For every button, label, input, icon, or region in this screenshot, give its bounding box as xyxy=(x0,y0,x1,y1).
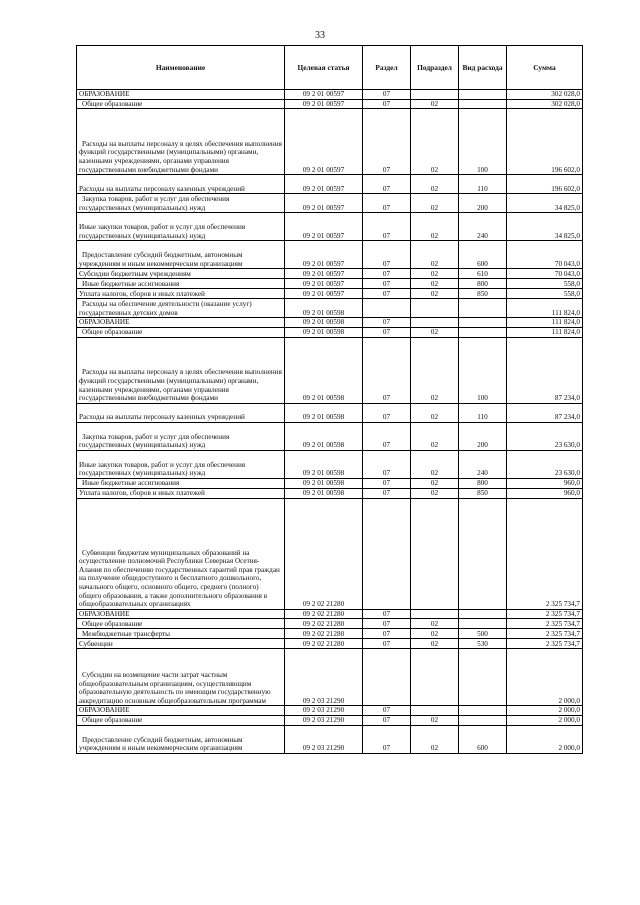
cell-name xyxy=(77,241,285,269)
row-label: Расходы на обеспечение деятельности (оказание услуг) государственных детских домов xyxy=(79,300,252,317)
cell-name xyxy=(77,706,285,716)
row-label: Общее образование xyxy=(82,619,143,628)
cell-subsection: 02 xyxy=(411,450,459,478)
row-label: Общее образование xyxy=(82,99,143,108)
cell-subsection: 02 xyxy=(411,478,459,488)
cell-amount: 960,0 xyxy=(507,478,583,488)
row-label: ОБРАЗОВАНИЕ xyxy=(79,318,130,327)
cell-name xyxy=(77,639,285,649)
cell-expense-type xyxy=(459,715,507,725)
table-row xyxy=(77,725,583,753)
cell-expense-type xyxy=(459,619,507,629)
cell-target: 09 2 01 00598 xyxy=(285,422,363,450)
cell-name xyxy=(77,289,285,299)
row-label: Иные закупки товаров, работ и услуг для обеспечения государственных (муниципальных) нужд xyxy=(79,460,246,478)
cell-target: 09 2 01 00598 xyxy=(285,403,363,422)
cell-expense-type: 530 xyxy=(459,639,507,649)
table-row xyxy=(77,289,583,299)
cell-name xyxy=(77,318,285,328)
cell-name xyxy=(77,422,285,450)
cell-section: 07 xyxy=(363,619,411,629)
row-label: Уплата налогов, сборов и иных платежей xyxy=(79,489,205,498)
cell-amount: 2 000,0 xyxy=(507,706,583,716)
cell-section: 07 xyxy=(363,109,411,175)
row-label: Иные бюджетные ассигнования xyxy=(82,279,180,288)
row-label: Субвенции бюджетам муниципальных образований на осуществление полномочий Республики Северная Осетия-Алания по обеспечению государственных гарантий прав граждан на получение общедоступного и бесплатного дошкольного, начального общего, основного общего, среднего (полного) общего образования, а также дополнительного образования в общеобразовательных организациях xyxy=(79,548,280,609)
table-row xyxy=(77,109,583,175)
table-row xyxy=(77,194,583,213)
row-label: Общее образование xyxy=(82,716,143,725)
cell-amount: 2 000,0 xyxy=(507,725,583,753)
cell-name xyxy=(77,194,285,213)
table-row xyxy=(77,478,583,488)
cell-subsection: 02 xyxy=(411,337,459,403)
cell-name xyxy=(77,327,285,337)
table-row xyxy=(77,241,583,269)
cell-name xyxy=(77,619,285,629)
cell-expense-type: 600 xyxy=(459,241,507,269)
cell-target: 09 2 01 00597 xyxy=(285,289,363,299)
cell-name xyxy=(77,99,285,109)
cell-expense-type: 110 xyxy=(459,175,507,194)
cell-amount: 111 824,0 xyxy=(507,299,583,318)
cell-target: 09 2 01 00597 xyxy=(285,99,363,109)
cell-section: 07 xyxy=(363,213,411,241)
cell-expense-type: 110 xyxy=(459,403,507,422)
cell-expense-type xyxy=(459,99,507,109)
cell-target: 09 2 02 21280 xyxy=(285,639,363,649)
cell-expense-type: 600 xyxy=(459,725,507,753)
table-row xyxy=(77,649,583,706)
cell-subsection: 02 xyxy=(411,269,459,279)
cell-subsection xyxy=(411,498,459,609)
table-row xyxy=(77,279,583,289)
cell-expense-type: 240 xyxy=(459,213,507,241)
cell-target: 09 2 01 00597 xyxy=(285,175,363,194)
cell-expense-type xyxy=(459,498,507,609)
cell-expense-type: 200 xyxy=(459,422,507,450)
cell-expense-type xyxy=(459,706,507,716)
cell-subsection: 02 xyxy=(411,639,459,649)
cell-expense-type: 240 xyxy=(459,450,507,478)
cell-subsection: 02 xyxy=(411,725,459,753)
table-row xyxy=(77,90,583,100)
cell-subsection xyxy=(411,299,459,318)
cell-expense-type xyxy=(459,299,507,318)
cell-name xyxy=(77,90,285,100)
row-label: Расходы на выплаты персоналу в целях обеспечения выполнения функций государственными (муниципальными) органами, казенными учреждениями, органами управления государственными внебюджетными фондами xyxy=(79,368,282,403)
cell-name xyxy=(77,488,285,498)
cell-subsection: 02 xyxy=(411,629,459,639)
cell-section: 07 xyxy=(363,715,411,725)
cell-target: 09 2 02 21280 xyxy=(285,498,363,609)
header-expense-type: Вид расхода xyxy=(459,46,507,90)
table-row xyxy=(77,450,583,478)
table-row xyxy=(77,327,583,337)
cell-amount: 2 325 734,7 xyxy=(507,629,583,639)
cell-target: 09 2 01 00597 xyxy=(285,194,363,213)
cell-subsection: 02 xyxy=(411,327,459,337)
cell-section xyxy=(363,498,411,609)
cell-name xyxy=(77,609,285,619)
cell-subsection xyxy=(411,706,459,716)
cell-name xyxy=(77,649,285,706)
cell-target: 09 2 01 00598 xyxy=(285,478,363,488)
cell-amount: 960,0 xyxy=(507,488,583,498)
row-label: Субвенции xyxy=(79,639,113,648)
cell-target: 09 2 03 21290 xyxy=(285,715,363,725)
cell-amount: 87 234,0 xyxy=(507,403,583,422)
row-label: Расходы на выплаты персоналу казенных учреждений xyxy=(79,413,245,422)
table-header-row xyxy=(77,46,583,90)
cell-amount: 70 043,0 xyxy=(507,241,583,269)
cell-subsection: 02 xyxy=(411,241,459,269)
cell-section: 07 xyxy=(363,318,411,328)
header-target: Целевая статья xyxy=(285,46,363,90)
cell-expense-type: 850 xyxy=(459,289,507,299)
cell-amount: 111 824,0 xyxy=(507,327,583,337)
cell-section: 07 xyxy=(363,629,411,639)
table-row xyxy=(77,299,583,318)
table-row xyxy=(77,706,583,716)
table-row xyxy=(77,337,583,403)
cell-subsection: 02 xyxy=(411,99,459,109)
cell-section: 07 xyxy=(363,175,411,194)
cell-amount: 34 825,0 xyxy=(507,213,583,241)
cell-name xyxy=(77,403,285,422)
cell-expense-type: 500 xyxy=(459,629,507,639)
cell-subsection: 02 xyxy=(411,619,459,629)
cell-target: 09 2 01 00597 xyxy=(285,213,363,241)
cell-target: 09 2 01 00598 xyxy=(285,488,363,498)
table-row xyxy=(77,715,583,725)
cell-section: 07 xyxy=(363,289,411,299)
row-label: Расходы на выплаты персоналу в целях обеспечения выполнения функций государственными (муниципальными) органами, казенными учреждениями, органами управления государственными внебюджетными фондами xyxy=(79,139,282,174)
cell-section: 07 xyxy=(363,269,411,279)
cell-subsection: 02 xyxy=(411,715,459,725)
cell-section xyxy=(363,299,411,318)
cell-expense-type xyxy=(459,649,507,706)
table-row xyxy=(77,498,583,609)
table-row xyxy=(77,99,583,109)
row-label: ОБРАЗОВАНИЕ xyxy=(79,90,130,98)
cell-name xyxy=(77,213,285,241)
table-row xyxy=(77,488,583,498)
cell-subsection xyxy=(411,90,459,100)
row-label: Предоставление субсидий бюджетным, автономным учреждениям и иным некоммерческим организациям xyxy=(79,735,243,753)
cell-amount: 23 630,0 xyxy=(507,450,583,478)
budget-table xyxy=(76,45,583,754)
table-row xyxy=(77,422,583,450)
cell-section: 07 xyxy=(363,403,411,422)
cell-subsection: 02 xyxy=(411,289,459,299)
cell-name xyxy=(77,629,285,639)
cell-subsection: 02 xyxy=(411,213,459,241)
cell-expense-type xyxy=(459,327,507,337)
cell-section: 07 xyxy=(363,279,411,289)
cell-section: 07 xyxy=(363,609,411,619)
table-row xyxy=(77,318,583,328)
cell-amount: 70 043,0 xyxy=(507,269,583,279)
row-label: Расходы на выплаты персоналу казенных учреждений xyxy=(79,184,245,193)
cell-expense-type: 800 xyxy=(459,478,507,488)
cell-amount: 302 028,0 xyxy=(507,90,583,100)
cell-amount: 2 000,0 xyxy=(507,715,583,725)
cell-target: 09 2 01 00598 xyxy=(285,299,363,318)
cell-target: 09 2 03 21290 xyxy=(285,649,363,706)
table-row xyxy=(77,639,583,649)
cell-target: 09 2 03 21290 xyxy=(285,706,363,716)
cell-expense-type: 200 xyxy=(459,194,507,213)
cell-subsection: 02 xyxy=(411,422,459,450)
cell-name xyxy=(77,269,285,279)
cell-section: 07 xyxy=(363,241,411,269)
cell-amount: 2 325 734,7 xyxy=(507,498,583,609)
cell-expense-type xyxy=(459,318,507,328)
cell-target: 09 2 02 21280 xyxy=(285,619,363,629)
row-label: ОБРАЗОВАНИЕ xyxy=(79,609,130,618)
table-row xyxy=(77,213,583,241)
cell-amount: 2 000,0 xyxy=(507,649,583,706)
cell-target: 09 2 01 00597 xyxy=(285,90,363,100)
cell-name xyxy=(77,299,285,318)
row-label: Закупка товаров, работ и услуг для обеспечения государственных (муниципальных) нужд xyxy=(79,195,230,212)
table-row xyxy=(77,175,583,194)
row-label: Межбюджетные трансферты xyxy=(82,629,170,638)
cell-section: 07 xyxy=(363,725,411,753)
cell-name xyxy=(77,109,285,175)
row-label: Общее образование xyxy=(82,328,143,337)
row-label: Предоставление субсидий бюджетным, автономным учреждениям и иным некоммерческим организациям xyxy=(79,251,243,268)
cell-amount: 558,0 xyxy=(507,289,583,299)
cell-expense-type: 850 xyxy=(459,488,507,498)
cell-amount: 196 602,0 xyxy=(507,109,583,175)
row-label: Иные бюджетные ассигнования xyxy=(82,479,180,488)
cell-section: 07 xyxy=(363,450,411,478)
cell-section: 07 xyxy=(363,706,411,716)
cell-target: 09 2 01 00598 xyxy=(285,327,363,337)
cell-name xyxy=(77,715,285,725)
cell-subsection: 02 xyxy=(411,194,459,213)
cell-amount: 558,0 xyxy=(507,279,583,289)
cell-subsection xyxy=(411,609,459,619)
cell-section: 07 xyxy=(363,99,411,109)
cell-amount: 2 325 734,7 xyxy=(507,639,583,649)
cell-subsection xyxy=(411,318,459,328)
header-section: Раздел xyxy=(363,46,411,90)
cell-subsection: 02 xyxy=(411,175,459,194)
cell-target: 09 2 01 00597 xyxy=(285,269,363,279)
cell-amount: 2 325 734,7 xyxy=(507,619,583,629)
table-row xyxy=(77,269,583,279)
cell-expense-type: 100 xyxy=(459,337,507,403)
cell-amount: 34 825,0 xyxy=(507,194,583,213)
cell-expense-type: 100 xyxy=(459,109,507,175)
cell-target: 09 2 02 21280 xyxy=(285,629,363,639)
cell-expense-type: 800 xyxy=(459,279,507,289)
header-name: Наименование xyxy=(77,46,285,90)
cell-target: 09 2 01 00597 xyxy=(285,109,363,175)
cell-expense-type xyxy=(459,90,507,100)
cell-section: 07 xyxy=(363,327,411,337)
cell-target: 09 2 01 00598 xyxy=(285,450,363,478)
table-row xyxy=(77,629,583,639)
cell-section: 07 xyxy=(363,639,411,649)
cell-target: 09 2 02 21280 xyxy=(285,609,363,619)
header-subsection: Подраздел xyxy=(411,46,459,90)
cell-expense-type xyxy=(459,609,507,619)
cell-target: 09 2 01 00597 xyxy=(285,241,363,269)
cell-name xyxy=(77,498,285,609)
cell-section: 07 xyxy=(363,488,411,498)
table-row xyxy=(77,403,583,422)
cell-section: 07 xyxy=(363,337,411,403)
cell-section xyxy=(363,649,411,706)
table-body xyxy=(77,90,583,754)
cell-name xyxy=(77,337,285,403)
cell-section: 07 xyxy=(363,90,411,100)
cell-target: 09 2 01 00597 xyxy=(285,279,363,289)
table-row xyxy=(77,609,583,619)
header-amount: Сумма xyxy=(507,46,583,90)
cell-section: 07 xyxy=(363,478,411,488)
cell-name xyxy=(77,450,285,478)
cell-amount: 196 602,0 xyxy=(507,175,583,194)
cell-subsection: 02 xyxy=(411,403,459,422)
cell-expense-type: 610 xyxy=(459,269,507,279)
cell-section: 07 xyxy=(363,194,411,213)
cell-amount: 111 824,0 xyxy=(507,318,583,328)
row-label: Субсидии на возмещение части затрат частным общеобразовательным организациям, осуществляющим образовательную деятельность по имеющим государственную аккредитацию основным общеобразовательным программам xyxy=(79,671,271,705)
cell-target: 09 2 01 00598 xyxy=(285,318,363,328)
row-label: Уплата налогов, сборов и иных платежей xyxy=(79,289,205,298)
cell-subsection xyxy=(411,649,459,706)
table-row xyxy=(77,619,583,629)
cell-name xyxy=(77,725,285,753)
cell-target: 09 2 01 00598 xyxy=(285,337,363,403)
row-label: ОБРАЗОВАНИЕ xyxy=(79,706,130,715)
cell-name xyxy=(77,478,285,488)
cell-name xyxy=(77,175,285,194)
cell-name xyxy=(77,279,285,289)
cell-amount: 2 325 734,7 xyxy=(507,609,583,619)
row-label: Закупка товаров, работ и услуг для обеспечения государственных (муниципальных) нужд xyxy=(79,432,230,450)
cell-subsection: 02 xyxy=(411,279,459,289)
row-label: Субсидии бюджетным учреждениям xyxy=(79,269,191,278)
cell-target: 09 2 03 21290 xyxy=(285,725,363,753)
cell-amount: 23 630,0 xyxy=(507,422,583,450)
cell-amount: 302 028,0 xyxy=(507,99,583,109)
row-label: Иные закупки товаров, работ и услуг для обеспечения государственных (муниципальных) нужд xyxy=(79,223,246,240)
cell-amount: 87 234,0 xyxy=(507,337,583,403)
cell-subsection: 02 xyxy=(411,109,459,175)
cell-section: 07 xyxy=(363,422,411,450)
page-number: 33 xyxy=(315,30,325,41)
cell-subsection: 02 xyxy=(411,488,459,498)
